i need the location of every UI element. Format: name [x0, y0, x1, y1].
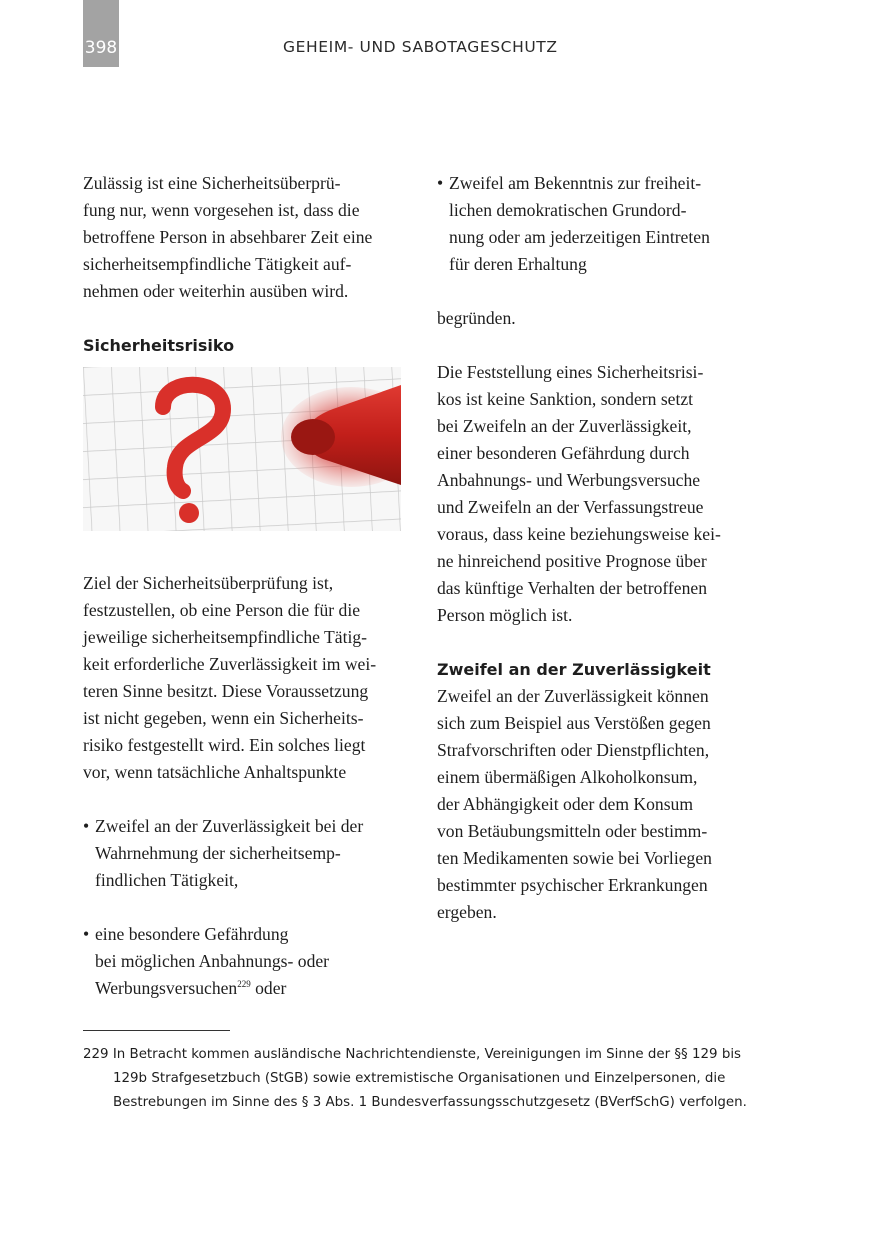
- text-line: ne hinreichend positive Prognose über: [437, 551, 707, 571]
- text-line: betroffene Person in absehbarer Zeit eine: [83, 227, 373, 247]
- text-line: Anbahnungs- und Werbungsversuche: [437, 470, 701, 490]
- text-line: Zulässig ist eine Sicherheitsüberprü-: [83, 173, 341, 193]
- text-line: kos ist keine Sanktion, sondern setzt: [437, 389, 694, 409]
- footnote-line: 129b Strafgesetzbuch (StGB) sowie extremistische Organisationen und Einzelpersonen, die: [113, 1071, 726, 1086]
- text-line: vor, wenn tatsächliche Anhaltspunkte: [83, 762, 347, 782]
- text-line: von Betäubungsmitteln oder bestimm-: [437, 821, 708, 841]
- text-line: einer besonderen Gefährdung durch: [437, 443, 690, 463]
- text-fragment: Werbungsversuchen: [95, 978, 238, 998]
- text-line: das künftige Verhalten der betroffenen: [437, 578, 707, 598]
- bullet-item: [83, 921, 405, 1002]
- text-line: nung oder am jederzeitigen Eintreten: [449, 227, 710, 247]
- bullet-item: [83, 813, 405, 894]
- running-title: GEHEIM- UND SABOTAGESCHUTZ: [283, 38, 558, 56]
- footnote-line: 229 In Betracht kommen ausländische Nachrichtendienste, Vereinigungen im Sinne der §§ 129 bis: [83, 1047, 742, 1062]
- text-line: Strafvorschriften oder Dienstpflichten,: [437, 740, 710, 760]
- text-line: für deren Erhaltung: [449, 254, 587, 274]
- text-line: risiko festgestellt wird. Ein solches liegt: [83, 735, 366, 755]
- question-mark-photo: [83, 367, 401, 531]
- footnote-line: Bestrebungen im Sinne des § 3 Abs. 1 Bundesverfassungsschutzgesetz (BVerfSchG) verfolgen.: [113, 1095, 747, 1110]
- text-line: bei Zweifeln an der Zuverlässigkeit,: [437, 416, 692, 436]
- left-column: [83, 170, 405, 1002]
- text-line: lichen demokratischen Grundord-: [449, 200, 687, 220]
- text-line: voraus, dass keine beziehungsweise kei-: [437, 524, 721, 544]
- text-line: einem übermäßigen Alkoholkonsum,: [437, 767, 698, 787]
- text-line: und Zweifeln an der Verfassungstreue: [437, 497, 704, 517]
- text-line: ten Medikamenten sowie bei Vorliegen: [437, 848, 712, 868]
- section-heading-zuverlaessigkeit: Zweifel an der Zuverlässigkeit: [437, 660, 711, 679]
- text-line: Zweifel an der Zuverlässigkeit können: [437, 686, 709, 706]
- text-line: ist nicht gegeben, wenn ein Sicherheits-: [83, 708, 364, 728]
- text-line: Zweifel an der Zuverlässigkeit bei der: [95, 816, 364, 836]
- text-line: findlichen Tätigkeit,: [95, 870, 239, 890]
- text-line: fung nur, wenn vorgesehen ist, dass die: [83, 200, 360, 220]
- footnote: [83, 1043, 763, 1115]
- text-line: bei möglichen Anbahnungs- oder: [95, 951, 330, 971]
- bullet-marker: •: [437, 173, 444, 193]
- text-line: sicherheitsempfindliche Tätigkeit auf-: [83, 254, 352, 274]
- footnote-reference: 229: [237, 979, 251, 989]
- body-paragraph: [437, 683, 755, 926]
- text-line: ergeben.: [437, 902, 497, 922]
- page-number-box: [83, 0, 119, 67]
- page-number: 398: [84, 38, 118, 58]
- intro-paragraph: [83, 170, 405, 305]
- section-heading-sicherheitsrisiko: Sicherheitsrisiko: [83, 336, 235, 355]
- text-line: sich zum Beispiel aus Verstößen gegen: [437, 713, 711, 733]
- text-line: eine besondere Gefährdung: [95, 924, 289, 944]
- text-line: keit erforderliche Zuverlässigkeit im wei-: [83, 654, 377, 674]
- text-line: der Abhängigkeit oder dem Konsum: [437, 794, 694, 814]
- bullet-marker: •: [83, 816, 90, 836]
- right-column: [437, 170, 755, 926]
- text-line: Die Feststellung eines Sicherheitsrisi-: [437, 362, 704, 382]
- bullet-item: [437, 170, 755, 278]
- body-paragraph: [437, 359, 755, 629]
- text-line: bestimmter psychischer Erkrankungen: [437, 875, 708, 895]
- text-fragment: oder: [250, 978, 287, 998]
- bullet-marker: •: [83, 924, 90, 944]
- footnote-rule: [83, 1030, 230, 1031]
- text-line: Ziel der Sicherheitsüberprüfung ist,: [83, 573, 334, 593]
- text-line: Wahrnehmung der sicherheitsemp-: [95, 843, 341, 863]
- text-line: teren Sinne besitzt. Diese Voraussetzung: [83, 681, 369, 701]
- body-paragraph: [83, 570, 405, 786]
- text-line: nehmen oder weiterhin ausüben wird.: [83, 281, 349, 301]
- text-line: Zweifel am Bekenntnis zur freiheit-: [449, 173, 702, 193]
- text-line: Person möglich ist.: [437, 605, 573, 625]
- text-line: begründen.: [437, 308, 516, 328]
- text-line: jeweilige sicherheitsempfindliche Tätig-: [83, 627, 368, 647]
- text-line: [95, 975, 405, 1002]
- text-line: festzustellen, ob eine Person die für die: [83, 600, 361, 620]
